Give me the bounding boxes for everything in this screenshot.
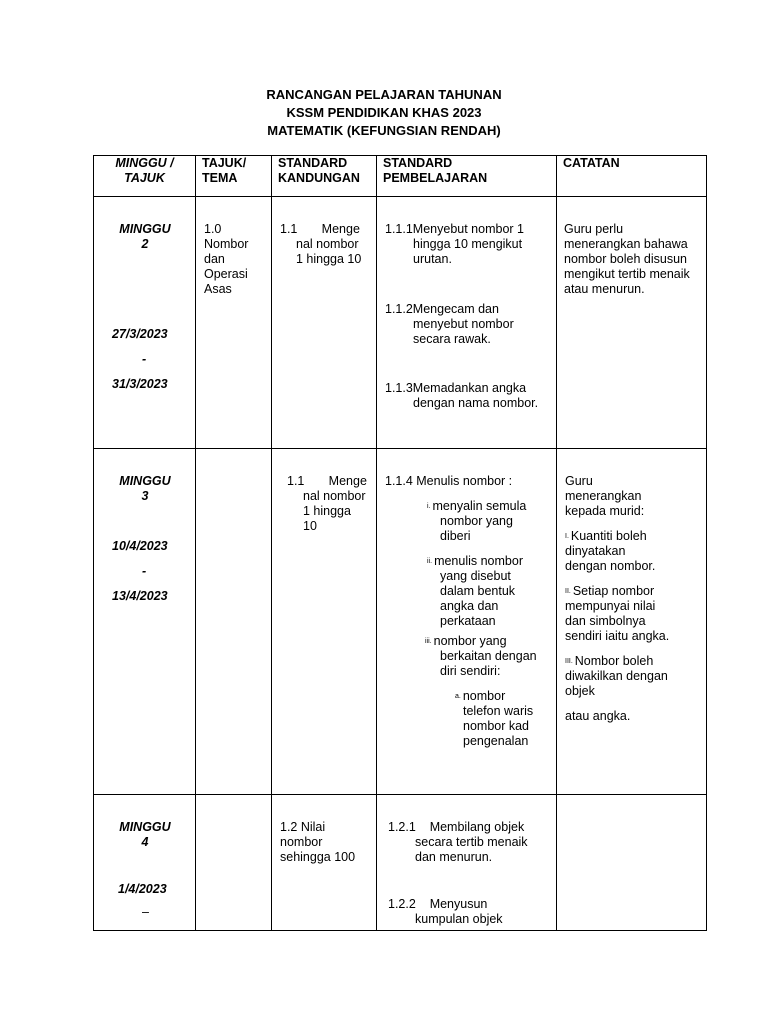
- header-kandungan-line-1: STANDARD: [278, 156, 348, 170]
- sub-item-iii: [425, 634, 537, 679]
- sub-line: nombor yang: [433, 634, 507, 648]
- header-minggu-line-2: TAJUK: [124, 171, 165, 185]
- catatan-item-iii: [565, 654, 668, 699]
- catatan-marker: III.: [565, 658, 573, 666]
- week-number: 3: [141, 489, 149, 503]
- sub-line: nombor: [462, 689, 506, 703]
- date-to: 13/4/2023: [112, 589, 168, 603]
- sp-line: 1.2.1 Membilang objek: [388, 820, 525, 834]
- sp-line: 1.1.2Mengecam dan: [385, 302, 499, 316]
- sub-line: menulis nombor: [434, 554, 523, 568]
- catatan-line: mengikut tertib menaik: [564, 267, 690, 281]
- week-number: 2: [141, 237, 149, 251]
- catatan-marker: I.: [565, 533, 569, 541]
- week-label: MINGGU: [119, 474, 171, 488]
- document-title-line-2: KSSM PENDIDIKAN KHAS 2023: [286, 105, 482, 120]
- date-dash: –: [142, 905, 149, 919]
- catatan-line: Kuantiti boleh: [570, 529, 647, 543]
- tema-line: Operasi: [204, 267, 248, 281]
- sub-line: nombor yang: [440, 514, 513, 529]
- sub-line: pengenalan: [463, 734, 529, 749]
- date-dash: -: [142, 564, 147, 578]
- document-title-line-1: RANCANGAN PELAJARAN TAHUNAN: [266, 87, 502, 102]
- sp-line: menyebut nombor: [413, 317, 514, 331]
- sub-line: diri sendiri:: [440, 664, 501, 679]
- sub-marker: iii.: [425, 638, 432, 646]
- sp-line: secara tertib menaik: [415, 835, 528, 849]
- sub-line: perkataan: [440, 614, 496, 629]
- document-title-line-3: MATEMATIK (KEFUNGSIAN RENDAH): [267, 123, 501, 138]
- sub-line: menyalin semula: [432, 499, 527, 513]
- tema-line: 1.0: [204, 222, 222, 236]
- tema-cell: [196, 449, 272, 795]
- kandungan-cell: [272, 795, 377, 931]
- sub-item-ii: [427, 554, 523, 629]
- sub-line: nombor kad: [463, 719, 530, 734]
- header-pembelajaran-line-2: PEMBELAJARAN: [383, 171, 488, 185]
- week-cell: [94, 795, 196, 931]
- week-cell: [94, 197, 196, 449]
- tema-line: Asas: [204, 282, 232, 296]
- catatan-line: menerangkan bahawa: [564, 237, 688, 251]
- header-kandungan: [272, 156, 377, 197]
- kandungan-line: nombor: [280, 835, 323, 849]
- kandungan-line: 1.1 Menge: [287, 474, 367, 488]
- date-from: 1/4/2023: [118, 882, 167, 896]
- sub-line: dalam bentuk: [440, 584, 516, 599]
- kandungan-line: 1 hingga 10: [296, 252, 362, 266]
- sub-item-i: [427, 499, 526, 544]
- week-label: MINGGU: [119, 820, 171, 834]
- catatan-line: objek: [565, 684, 595, 699]
- catatan-line: dinyatakan: [565, 544, 626, 559]
- kandungan-line: nal nombor: [303, 489, 366, 503]
- catatan-line: sendiri iaitu angka.: [565, 629, 670, 644]
- catatan-line: nombor boleh disusun: [564, 252, 687, 266]
- pembelajaran-cell: [377, 449, 557, 795]
- table-row: [94, 795, 707, 931]
- sp-line: 1.1.1Menyebut nombor 1: [385, 222, 524, 236]
- sp-line: hingga 10 mengikut: [413, 237, 523, 251]
- kandungan-line: 1.2 Nilai: [280, 820, 326, 834]
- sub-line: angka dan: [440, 599, 499, 614]
- sp-line: dengan nama nombor.: [413, 396, 539, 410]
- catatan-line: diwakilkan dengan: [565, 669, 668, 684]
- catatan-marker: II.: [565, 588, 571, 596]
- catatan-line: atau menurun.: [564, 282, 645, 296]
- kandungan-line: 1 hingga: [303, 504, 351, 518]
- header-catatan-label: CATATAN: [563, 156, 620, 170]
- catatan-line: Setiap nombor: [572, 584, 655, 598]
- header-minggu: [94, 156, 196, 197]
- sub-line: telefon waris: [463, 704, 534, 719]
- catatan-line: dengan nombor.: [565, 559, 656, 574]
- sub-marker: ii.: [427, 558, 433, 566]
- sp-line: kumpulan objek: [415, 912, 503, 926]
- sub-marker: a.: [455, 693, 461, 701]
- pembelajaran-cell: [377, 795, 557, 931]
- sp-heading: 1.1.4 Menulis nombor :: [385, 474, 513, 488]
- week-label: MINGGU: [119, 222, 171, 236]
- date-dash: -: [142, 352, 147, 366]
- catatan-line: menerangkan: [565, 489, 642, 503]
- kandungan-cell: [272, 449, 377, 795]
- sp-line: dan menurun.: [415, 850, 493, 864]
- kandungan-line: 1.1 Menge: [280, 222, 360, 236]
- sub-line: berkaitan dengan: [440, 649, 537, 664]
- kandungan-cell: [272, 197, 377, 449]
- catatan-cell: [557, 197, 707, 449]
- sub-marker: i.: [427, 503, 431, 511]
- catatan-item-ii: [565, 584, 669, 644]
- catatan-line: Guru: [565, 474, 593, 488]
- table-row: [94, 197, 707, 449]
- catatan-cell: [557, 449, 707, 795]
- catatan-cell: [557, 795, 707, 931]
- header-tajuk: [196, 156, 272, 197]
- week-number: 4: [141, 835, 149, 849]
- header-tajuk-line-1: TAJUK/: [202, 156, 247, 170]
- tema-cell: [196, 197, 272, 449]
- week-cell: [94, 449, 196, 795]
- table-header-row: [94, 156, 707, 197]
- header-pembelajaran-line-1: STANDARD: [383, 156, 453, 170]
- catatan-line: atau angka.: [565, 709, 631, 723]
- table-row: [94, 449, 707, 795]
- lesson-plan-table: [93, 155, 707, 931]
- tema-line: Nombor: [204, 237, 249, 251]
- sp-line: 1.1.3Memadankan angka: [385, 381, 527, 395]
- header-tajuk-line-2: TEMA: [202, 171, 238, 185]
- catatan-line: dan simbolnya: [565, 614, 646, 629]
- catatan-line: Guru perlu: [564, 222, 624, 236]
- sub-item-a: [455, 689, 533, 749]
- tema-cell: [196, 795, 272, 931]
- tema-line: dan: [204, 252, 225, 266]
- date-to: 31/3/2023: [112, 377, 168, 391]
- catatan-item-i: [565, 529, 655, 574]
- header-minggu-line-1: MINGGU /: [115, 156, 174, 170]
- sub-line: diberi: [440, 529, 471, 544]
- catatan-line: mempunyai nilai: [565, 599, 656, 614]
- kandungan-line: nal nombor: [296, 237, 359, 251]
- sp-line: 1.2.2 Menyusun: [388, 897, 488, 911]
- sub-line: yang disebut: [440, 569, 511, 584]
- pembelajaran-cell: [377, 197, 557, 449]
- sp-line: secara rawak.: [413, 332, 491, 346]
- kandungan-line: sehingga 100: [280, 850, 356, 864]
- date-from: 27/3/2023: [112, 327, 168, 341]
- date-from: 10/4/2023: [112, 539, 168, 553]
- header-kandungan-line-2: KANDUNGAN: [278, 171, 360, 185]
- kandungan-line: 10: [303, 519, 317, 533]
- header-pembelajaran: [377, 156, 557, 197]
- catatan-line: kepada murid:: [565, 504, 645, 518]
- catatan-line: Nombor boleh: [574, 654, 654, 668]
- sp-line: urutan.: [413, 252, 452, 266]
- header-catatan: [557, 156, 707, 197]
